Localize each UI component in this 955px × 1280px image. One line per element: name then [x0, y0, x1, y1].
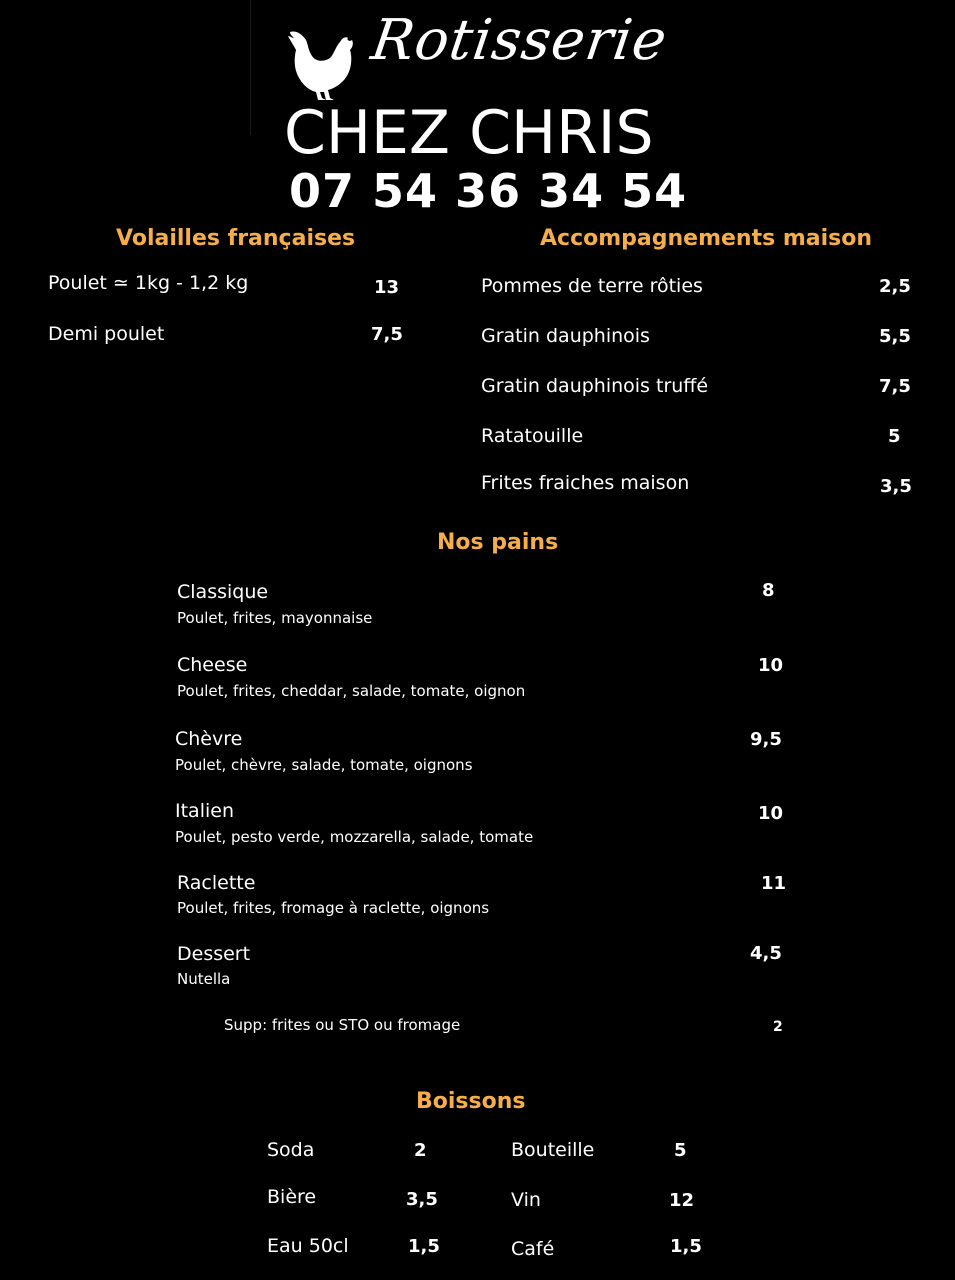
pain-price: 9,5	[750, 729, 782, 750]
pain-desc: Poulet, pesto verde, mozzarella, salade, tomate	[175, 828, 534, 846]
boisson-price: 3,5	[406, 1189, 438, 1210]
volailles-heading: Volailles françaises	[116, 226, 356, 251]
pain-price: 4,5	[750, 943, 782, 964]
pain-desc: Poulet, chèvre, salade, tomate, oignons	[175, 756, 473, 774]
boisson-item: Café	[511, 1238, 555, 1260]
accomp-price: 7,5	[879, 376, 911, 397]
boisson-item: Bouteille	[511, 1139, 595, 1161]
volailles-item-demi: Demi poulet	[48, 323, 165, 345]
supp-label: Supp: frites ou STO ou fromage	[224, 1016, 461, 1034]
boisson-price: 5	[674, 1140, 687, 1161]
boisson-item: Soda	[267, 1139, 315, 1161]
accomp-item: Gratin dauphinois	[481, 325, 650, 347]
pain-item: Raclette	[177, 872, 256, 894]
boissons-heading: Boissons	[416, 1089, 526, 1114]
accomp-price: 2,5	[879, 276, 911, 297]
pain-item: Cheese	[177, 654, 248, 676]
pain-desc: Poulet, frites, fromage à raclette, oignons	[177, 899, 490, 917]
phone-number[interactable]: 07 54 36 34 54	[289, 164, 688, 218]
pain-price: 8	[762, 580, 775, 601]
boisson-price: 2	[414, 1140, 427, 1161]
pain-item: Italien	[175, 800, 234, 822]
pains-heading: Nos pains	[437, 530, 559, 555]
accompagnements-heading: Accompagnements maison	[540, 226, 873, 251]
pain-item: Dessert	[177, 943, 251, 965]
volailles-item-poulet: Poulet ≃ 1kg - 1,2 kg	[48, 272, 249, 294]
accomp-item: Frites fraiches maison	[481, 472, 690, 494]
boisson-item: Vin	[511, 1189, 541, 1211]
pain-item: Classique	[177, 581, 269, 603]
boisson-price: 1,5	[408, 1236, 440, 1257]
pain-price: 10	[758, 803, 784, 824]
pain-price: 11	[761, 873, 787, 894]
pain-desc: Nutella	[177, 970, 231, 988]
hen-logo-icon	[286, 26, 358, 102]
accomp-price: 5	[888, 426, 901, 447]
brand-name: CHEZ CHRIS	[284, 98, 654, 168]
pain-desc: Poulet, frites, cheddar, salade, tomate, oignon	[177, 682, 526, 700]
accomp-price: 3,5	[880, 476, 912, 497]
boisson-price: 1,5	[670, 1236, 702, 1257]
accomp-item: Ratatouille	[481, 425, 584, 447]
script-title: Rotisserie	[367, 8, 672, 73]
boisson-item: Bière	[267, 1186, 317, 1208]
pain-price: 10	[758, 655, 784, 676]
pain-desc: Poulet, frites, mayonnaise	[177, 609, 373, 627]
volailles-price-poulet: 13	[374, 277, 400, 298]
accomp-price: 5,5	[879, 326, 911, 347]
boisson-item: Eau 50cl	[267, 1235, 349, 1257]
accomp-item: Gratin dauphinois truffé	[481, 375, 709, 397]
volailles-price-demi: 7,5	[371, 324, 403, 345]
supp-price: 2	[773, 1019, 783, 1035]
pain-item: Chèvre	[175, 728, 243, 750]
header-divider	[250, 0, 251, 135]
boisson-price: 12	[669, 1190, 695, 1211]
accomp-item: Pommes de terre rôties	[481, 275, 703, 297]
